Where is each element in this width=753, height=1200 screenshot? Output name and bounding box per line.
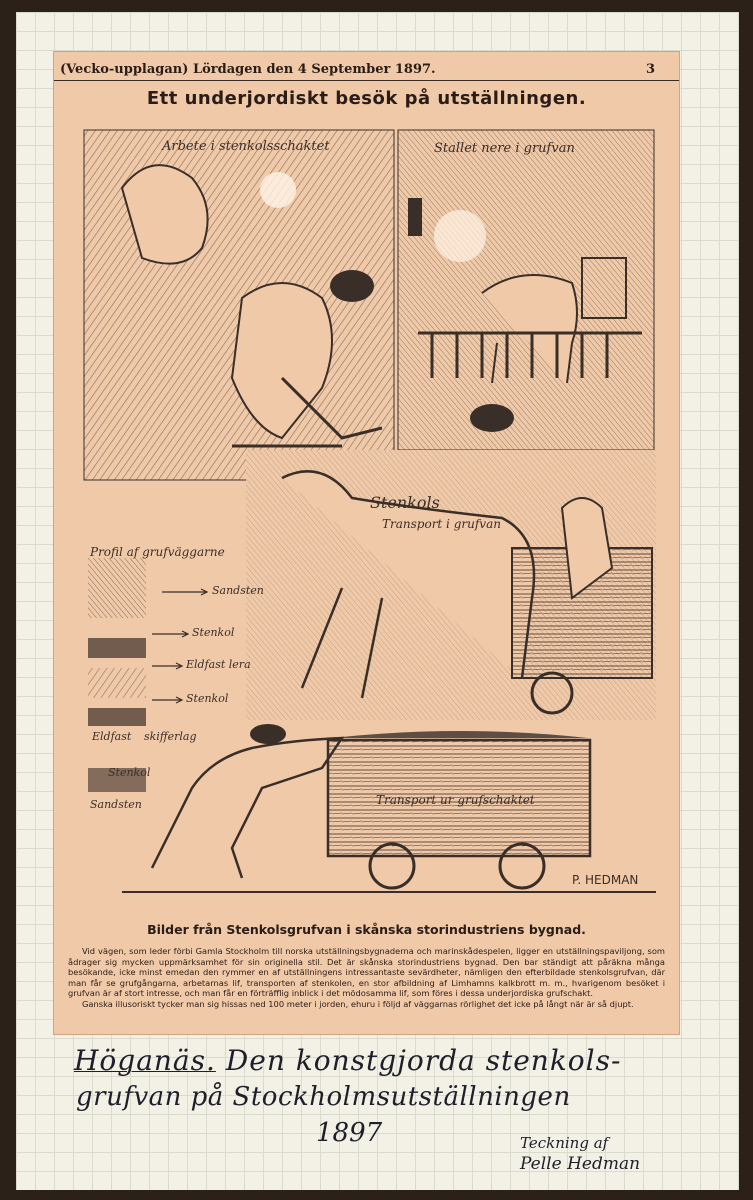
handwritten-place: Höganäs. (74, 1044, 216, 1077)
handwritten-year: 1897 (316, 1118, 383, 1148)
newspaper-clipping (54, 52, 679, 1034)
label-transport-title: Stenkols (370, 493, 440, 512)
panel-miners-working (84, 130, 394, 480)
label-layer-skifferlag: skifferlag (144, 730, 197, 743)
label-stable: Stallet nere i grufvan (434, 141, 575, 156)
handwritten-credit-name: Pelle Hedman (520, 1154, 641, 1174)
handwritten-line-2: grufvan på Stockholmsutställningen (76, 1082, 571, 1112)
masthead-date: (Vecko-upplagan) Lördagen den 4 September 1897. (60, 62, 436, 77)
caption-heading: Bilder från Stenkolsgrufvan i skånska storindustriens bygnad. (147, 922, 586, 937)
label-layer-sandsten-2: Sandsten (90, 798, 142, 811)
article-paragraph: Ganska illusoriskt tycker man sig hissas ned 100 meter i jorden, ehuru i följd af väggarnas rörlighet det icke på långt när är så djupt. (82, 998, 634, 1009)
handwritten-line-1 (74, 1044, 621, 1077)
panel-horse-transport (246, 450, 656, 720)
label-layer-stenkol-3: Stenkol (108, 766, 151, 779)
label-layer-stenkol: Stenkol (192, 626, 235, 639)
album-page (16, 12, 739, 1190)
label-layer-sandsten: Sandsten (212, 584, 264, 597)
label-profile-title: Profil af grufväggarne (90, 545, 225, 559)
label-transport-subtitle: Transport i grufvan (382, 517, 501, 531)
page-number: 3 (645, 62, 655, 77)
handwritten-line-1-rest: Den konstgjorda stenkols- (225, 1044, 622, 1077)
label-work: Arbete i stenkolsschaktet (162, 139, 330, 154)
artist-signature: P. HEDMAN (572, 873, 639, 887)
handwritten-credit-label: Teckning af (520, 1134, 609, 1152)
label-layer-eldfast: Eldfast (92, 730, 132, 743)
label-layer-stenkol-2: Stenkol (186, 692, 229, 705)
label-layer-eldfast-lera: Eldfast lera (186, 658, 251, 671)
panel-stable (398, 130, 654, 450)
article-paragraph: Vid vägen, som leder förbi Gamla Stockholm till norska utställningsbygnaderna och marinskådespelen, ligger en utställningspaviljong, som ådrager sig mycken uppmärksamhet för sin originella stil. Det är skånska storindustriens bygnad. Den bar ständigt att påräkna många besökande, icke minst emedan den rymmer en af utställningens intressantaste sevärdheter, nämligen den efterbildade stenkolsgrufvan, där man får se grufgångarna, arbetarnas lif, transporten af stenkolen, en stor afbildning af Limhamns kalkbrott m. m., hvarigenom besöket i grufvan är af stort intresse, och man får en förträfflig inblick i det mödosamma lif, som föres i dessa underjordiska grufschakt. (68, 946, 665, 999)
article-text (68, 946, 665, 1010)
panel-cart-pushing (122, 724, 656, 892)
mine-illustration (82, 128, 656, 906)
label-cart: Transport ur grufschaktet (376, 793, 535, 807)
masthead (54, 60, 679, 81)
headline: Ett underjordiskt besök på utställningen. (146, 88, 587, 109)
